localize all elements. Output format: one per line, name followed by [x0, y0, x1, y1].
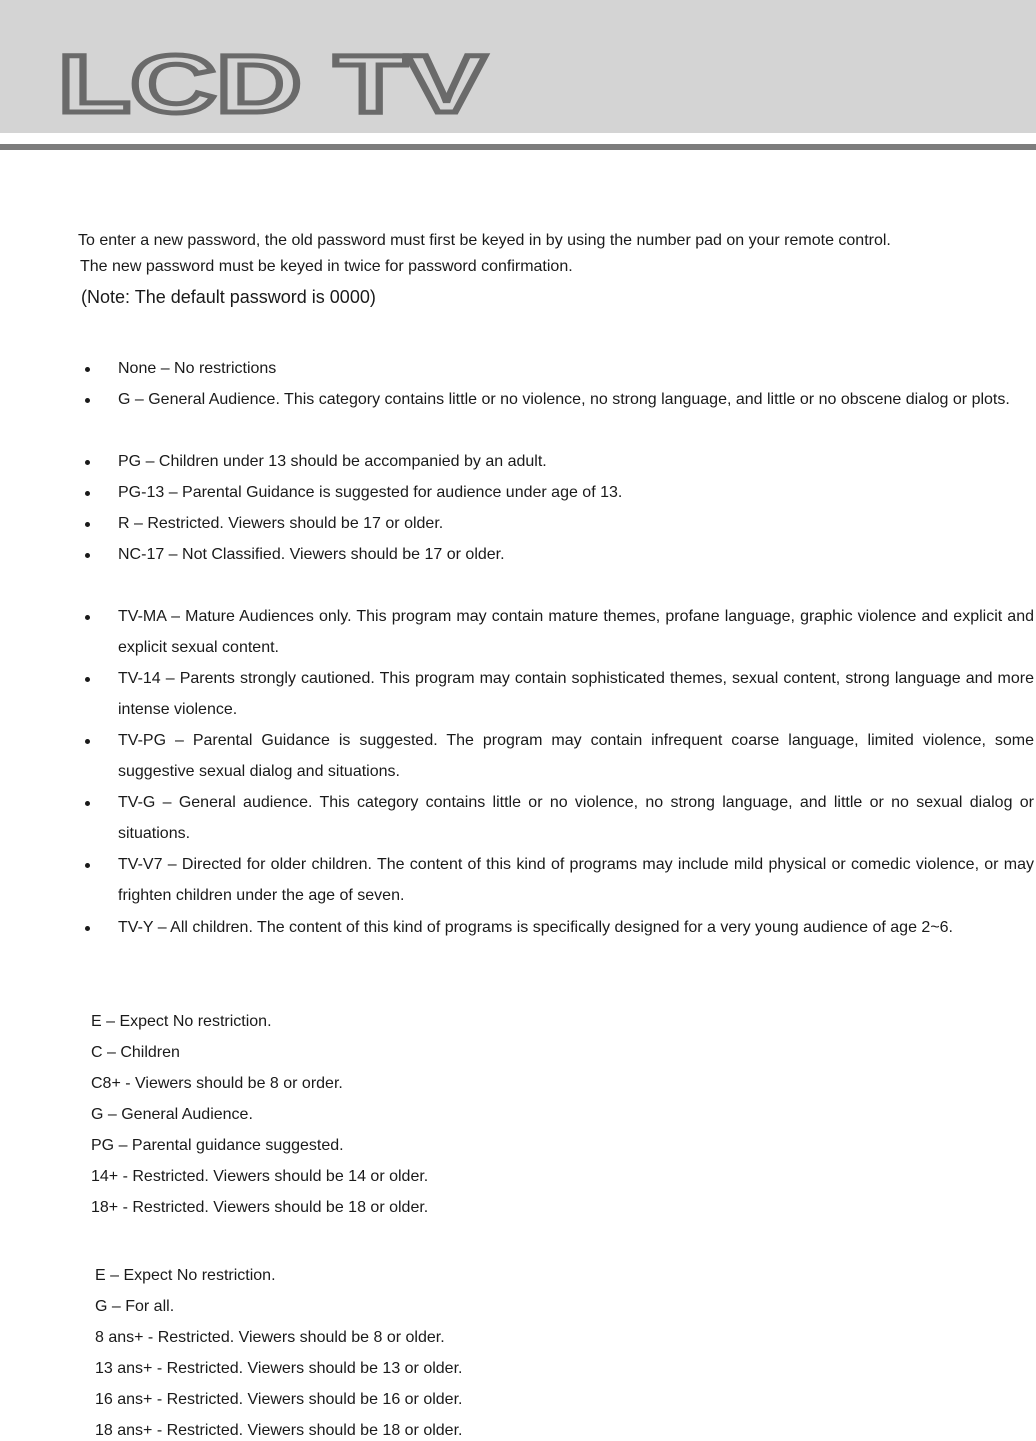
list-item: C8+ - Viewers should be 8 or order. — [91, 1075, 343, 1092]
bullet — [84, 801, 92, 809]
intro-line-1: To enter a new password, the old password must first be keyed in by using the number pad on your remote control. — [78, 232, 891, 249]
intro-line-2: The new password must be keyed in twice for password confirmation. — [80, 258, 573, 275]
bullet — [84, 615, 92, 623]
bullet — [84, 926, 92, 934]
list-item: G – General Audience. This category contains little or no violence, no strong language, and little or no obscene dialog or plots. — [118, 391, 1010, 408]
list-item: G – General Audience. — [91, 1106, 253, 1123]
bullet — [84, 739, 92, 747]
list-item: 18 ans+ - Restricted. Viewers should be 18 or older. — [95, 1422, 463, 1439]
header-rule — [0, 144, 1036, 150]
bullet — [84, 398, 92, 406]
bullet — [84, 522, 92, 530]
bullet — [84, 460, 92, 468]
bullet — [84, 491, 92, 499]
list-item: PG – Parental guidance suggested. — [91, 1137, 344, 1154]
bullet — [84, 553, 92, 561]
list-item: TV-MA – Mature Audiences only. This program may contain mature themes, profane language, graphic violence and explicit and explicit sexual content. — [118, 608, 1034, 656]
list-item: E – Expect No restriction. — [91, 1013, 272, 1030]
list-item: NC-17 – Not Classified. Viewers should be 17 or older. — [118, 546, 505, 563]
list-item: PG – Children under 13 should be accompanied by an adult. — [118, 453, 547, 470]
list-item: 16 ans+ - Restricted. Viewers should be 16 or older. — [95, 1391, 463, 1408]
default-password-note: (Note: The default password is 0000) — [81, 287, 376, 307]
lcd-tv-logo — [58, 50, 498, 120]
list-item: 13 ans+ - Restricted. Viewers should be 13 or older. — [95, 1360, 463, 1377]
bullet — [84, 677, 92, 685]
list-item: E – Expect No restriction. — [95, 1267, 276, 1284]
list-item: TV-Y – All children. The content of this kind of programs is specifically designed for a very young audience of age 2~6. — [118, 919, 953, 936]
list-item: TV-G – General audience. This category contains little or no violence, no strong language, and little or no sexual dialog or situations. — [118, 794, 1034, 842]
list-item: R – Restricted. Viewers should be 17 or older. — [118, 515, 444, 532]
list-item: G – For all. — [95, 1298, 175, 1315]
list-item: 8 ans+ - Restricted. Viewers should be 8 or older. — [95, 1329, 445, 1346]
bullet — [84, 863, 92, 871]
list-item: C – Children — [91, 1044, 180, 1061]
list-item: PG-13 – Parental Guidance is suggested for audience under age of 13. — [118, 484, 623, 501]
list-item: 14+ - Restricted. Viewers should be 14 or older. — [91, 1168, 429, 1185]
list-item: TV-14 – Parents strongly cautioned. This program may contain sophisticated themes, sexual content, strong language and more intense violence. — [118, 670, 1034, 718]
list-item: TV-V7 – Directed for older children. The content of this kind of programs may include mild physical or comedic violence, or may frighten children under the age of seven. — [118, 856, 1034, 904]
logo-title: LCD TV — [58, 50, 487, 120]
list-item: 18+ - Restricted. Viewers should be 18 or older. — [91, 1199, 429, 1216]
list-item: None – No restrictions — [118, 360, 277, 377]
bullet — [84, 367, 92, 375]
list-item: TV-PG – Parental Guidance is suggested. The program may contain infrequent coarse language, limited violence, some suggestive sexual dialog and situations. — [118, 732, 1034, 780]
